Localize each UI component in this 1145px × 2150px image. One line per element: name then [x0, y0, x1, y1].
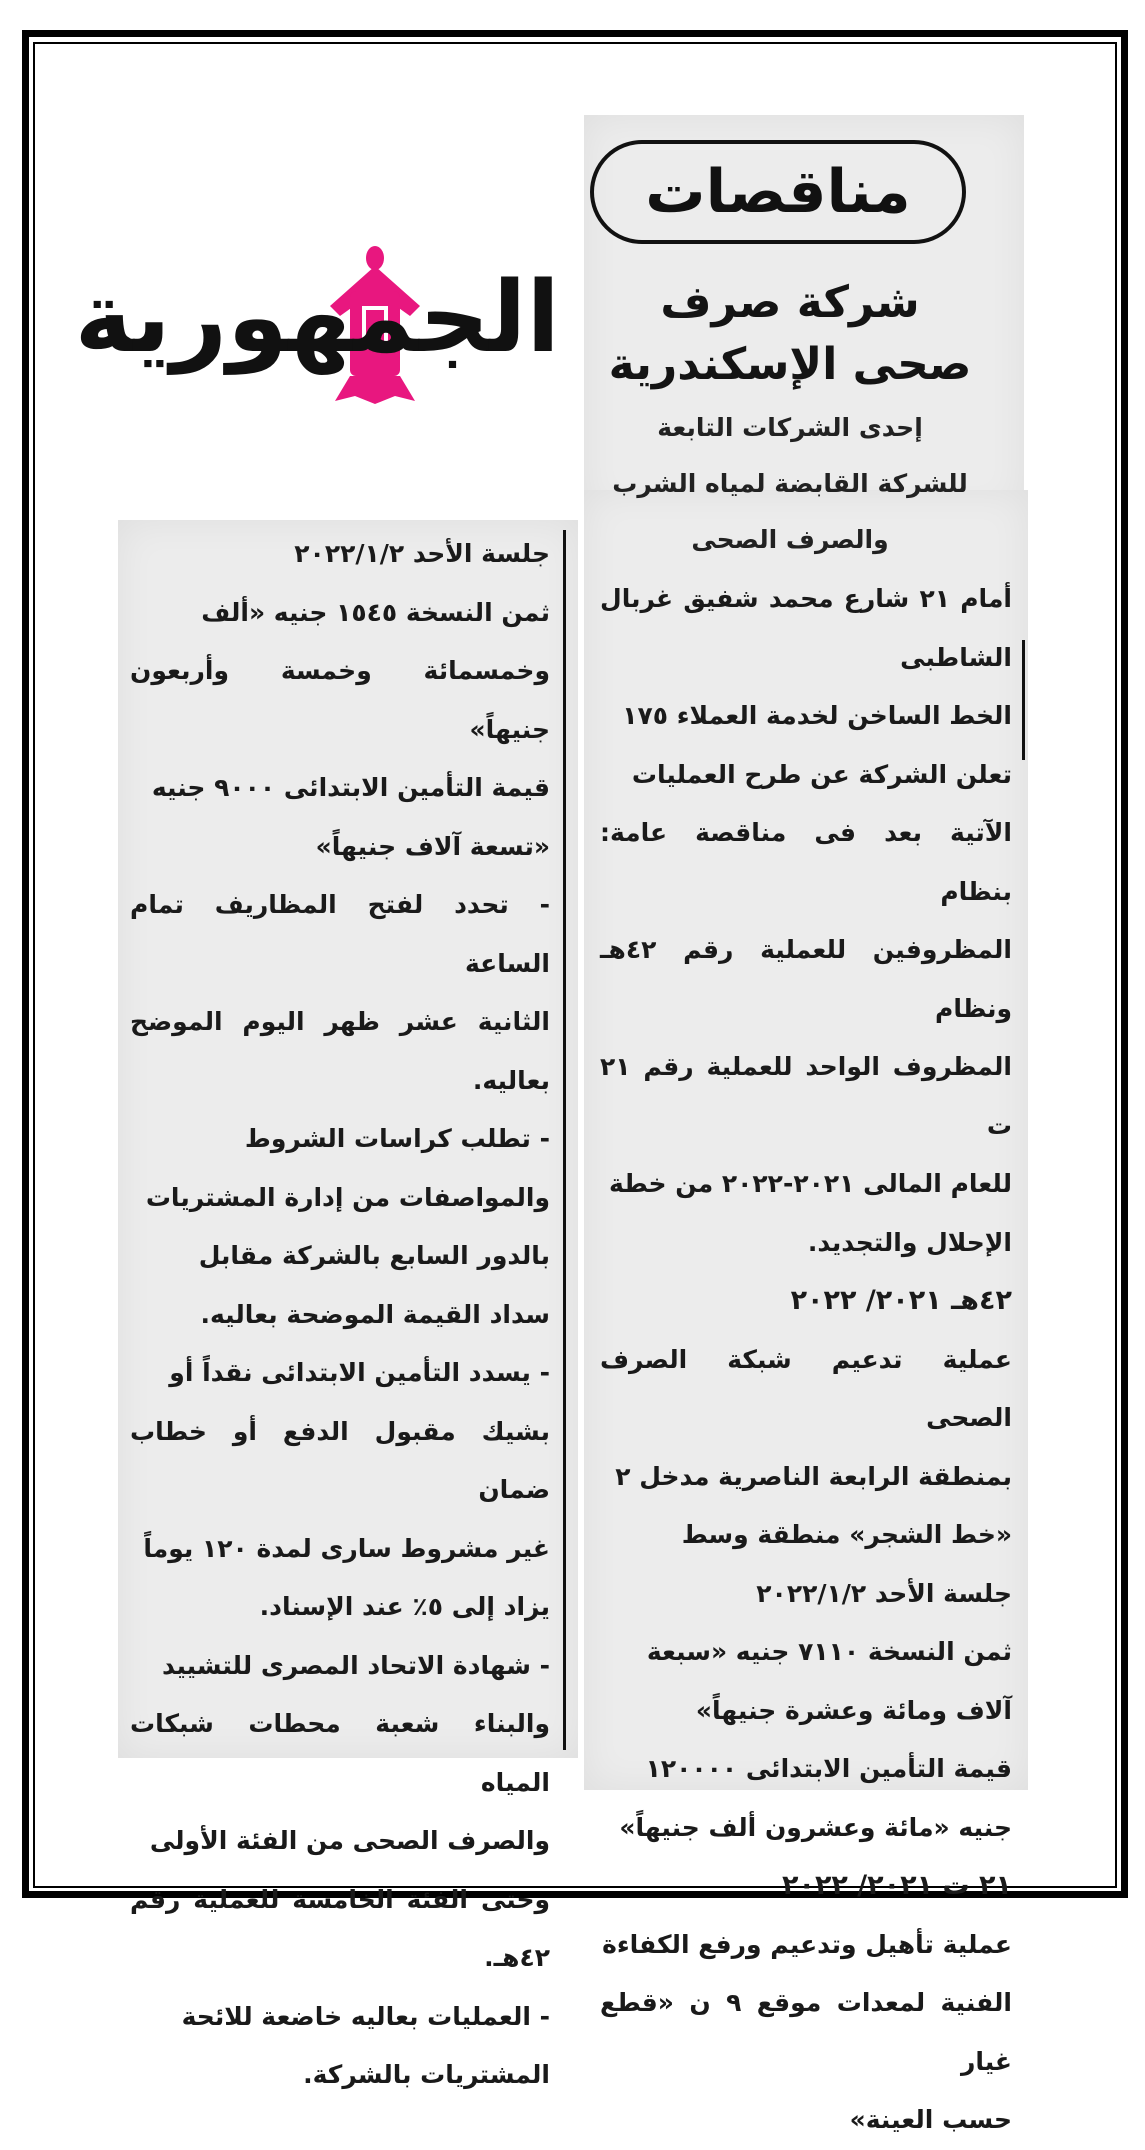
text-line: غير مشروط سارى لمدة ١٢٠ يوماً [143, 1533, 550, 1563]
text-line: والمواصفات من إدارة المشتريات [145, 1182, 550, 1212]
section-heading: مناقصات [645, 157, 911, 227]
text-line: بالدور السابع بالشركة مقابل [198, 1241, 550, 1270]
text-line: قيمة التأمين الابتدائى ٩٠٠٠ جنيه [151, 773, 550, 802]
text-line: - يسدد التأمين الابتدائى نقداً أو [169, 1358, 550, 1387]
text-line: وحتى الفئة الخامسة للعملية رقم ٤٢هـ. [130, 1884, 550, 1972]
subtitle-line-2: للشركة القابضة لمياه الشرب [612, 469, 968, 498]
text-line: تعلن الشركة عن طرح العمليات [631, 759, 1012, 789]
text-line: الفنية لمعدات موقع ٩ ن «قطع غيار [600, 1988, 1012, 2076]
text-line: «خط الشجر» منطقة وسط [681, 1520, 1012, 1549]
text-line: والصرف الصحى من الفئة الأولى [149, 1826, 550, 1855]
subtitle-line-1: إحدى الشركات التابعة [657, 413, 923, 442]
text-line: والبناء شعبة محطات شبكات المياه [130, 1709, 550, 1797]
text-line: جنيه «مائة وعشرون ألف جنيهاً» [619, 1812, 1012, 1842]
text-line: الخط الساخن لخدمة العملاء ١٧٥ [622, 701, 1012, 730]
right-edge-rule [1022, 640, 1025, 760]
text-line: «تسعة آلاف جنيهاً» [315, 831, 550, 861]
text-line: ثمن النسخة ٧١١٠ جنيه «سبعة [646, 1637, 1012, 1666]
text-line: عملية تأهيل وتدعيم ورفع الكفاءة [602, 1929, 1012, 1959]
text-line: الآتية بعد فى مناقصة عامة: بنظام [600, 818, 1012, 906]
text-line: قيمة التأمين الابتدائى ١٢٠٠٠٠ [645, 1754, 1012, 1783]
text-line: بشيك مقبول الدفع أو خطاب ضمان [130, 1416, 550, 1504]
text-line: سداد القيمة الموضحة بعاليه. [200, 1299, 550, 1329]
text-line: - تحدد لفتح المظاريف تمام الساعة [130, 890, 550, 978]
column-divider [563, 530, 566, 1750]
left-column-text [130, 525, 550, 2105]
section-heading-box [590, 140, 966, 244]
text-line: - تطلب كراسات الشروط [244, 1124, 550, 1153]
tender-number-2: ٢١ ت ٢٠٢١/ ٢٠٢٢ [781, 1870, 1012, 1901]
text-line: يزاد إلى ٥٪ عند الإسناد. [259, 1592, 550, 1621]
text-line: المظروف الواحد للعملية رقم ٢١ ت [600, 1052, 1012, 1140]
text-line: للعام المالى ٢٠٢١-٢٠٢٢ من خطة [608, 1169, 1012, 1198]
company-subtitle [600, 400, 980, 568]
subtitle-line-3: والصرف الصحى [691, 525, 889, 554]
text-line: وخمسمائة وخمسة وأربعون جنيهاً» [130, 656, 550, 744]
right-column-text [600, 570, 1012, 2150]
text-line: - شهادة الاتحاد المصرى للتشييد [162, 1650, 550, 1680]
text-line: الإحلال والتجديد. [807, 1227, 1012, 1257]
company-name [600, 272, 980, 396]
company-line-2: صحى الإسكندرية [608, 339, 972, 390]
masthead-logo [74, 236, 560, 406]
text-line: الثانية عشر ظهر اليوم الموضح بعاليه. [130, 1007, 550, 1095]
masthead-title: الجمهورية [74, 261, 560, 375]
tender-number-1: ٤٢هـ ٢٠٢١/ ٢٠٢٢ [790, 1285, 1012, 1316]
text-line: أمام ٢١ شارع محمد شفيق غربال الشاطبى [600, 584, 1012, 672]
text-line: جلسة الأحد ٢٠٢٢/١/٢ [294, 539, 550, 568]
company-line-1: شركة صرف [660, 277, 920, 328]
text-line: - العمليات بعاليه خاضعة للائحة [181, 2001, 550, 2031]
text-line: بمنطقة الرابعة الناصرية مدخل ٢ [615, 1461, 1012, 1491]
text-line: ثمن النسخة ١٥٤٥ جنيه «ألف [201, 597, 550, 627]
text-line: المظروفين للعملية رقم ٤٢هـ ونظام [600, 935, 1012, 1023]
text-line: جلسة الأحد ٢٠٢٢/١/٢ [756, 1578, 1012, 1608]
text-line: حسب العينة» [849, 2105, 1012, 2134]
text-line: المشتريات بالشركة. [303, 2060, 550, 2089]
text-line: آلاف ومائة وعشرة جنيهاً» [695, 1695, 1012, 1725]
text-line: عملية تدعيم شبكة الصرف الصحى [600, 1344, 1012, 1432]
